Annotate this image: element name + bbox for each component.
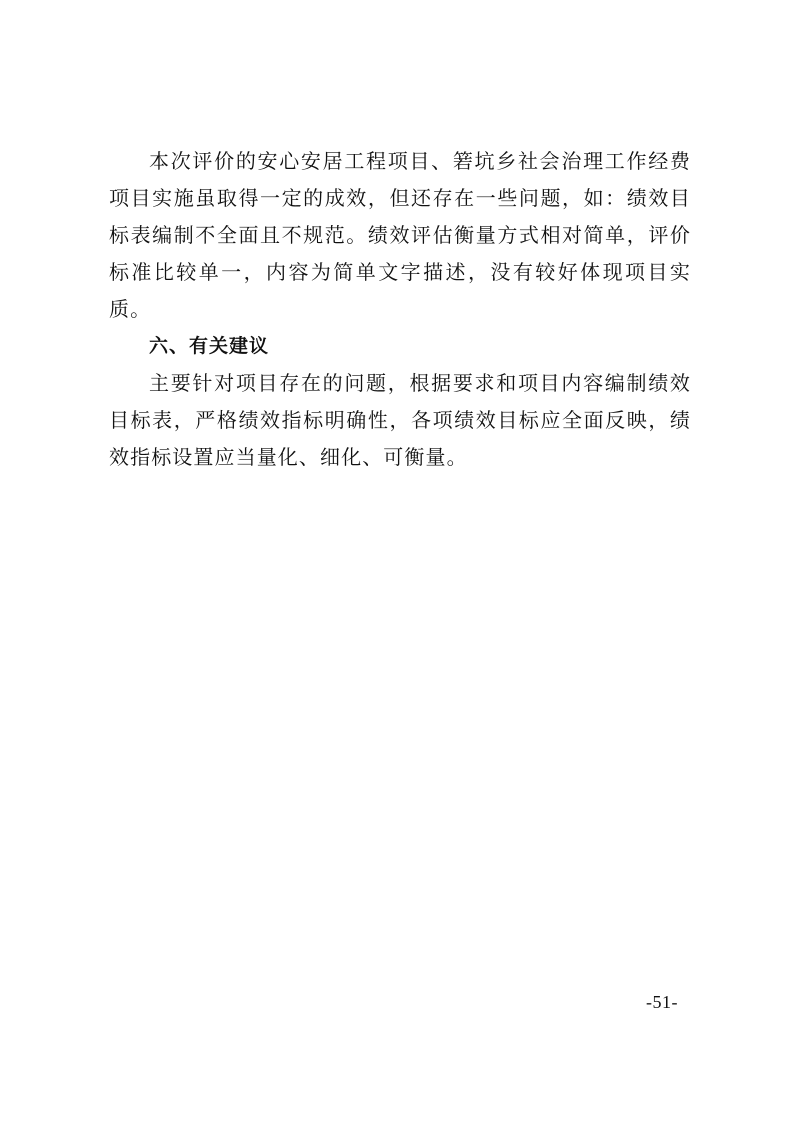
document-body bbox=[109, 143, 691, 476]
body-paragraph: 本次评价的安心安居工程项目、箬坑乡社会治理工作经费项目实施虽取得一定的成效，但还存在一些问题，如：绩效目标表编制不全面且不规范。绩效评估衡量方式相对简单，评价标准比较单一，内容为简单文字描述，没有较好体现项目实质。 bbox=[109, 149, 691, 321]
section-heading: 六、有关建议 bbox=[149, 335, 270, 357]
page-number: -51- bbox=[646, 992, 678, 1012]
body-paragraph: 主要针对项目存在的问题，根据要求和项目内容编制绩效目标表，严格绩效指标明确性，各项绩效目标应全面反映，绩效指标设置应当量化、细化、可衡量。 bbox=[109, 371, 691, 469]
